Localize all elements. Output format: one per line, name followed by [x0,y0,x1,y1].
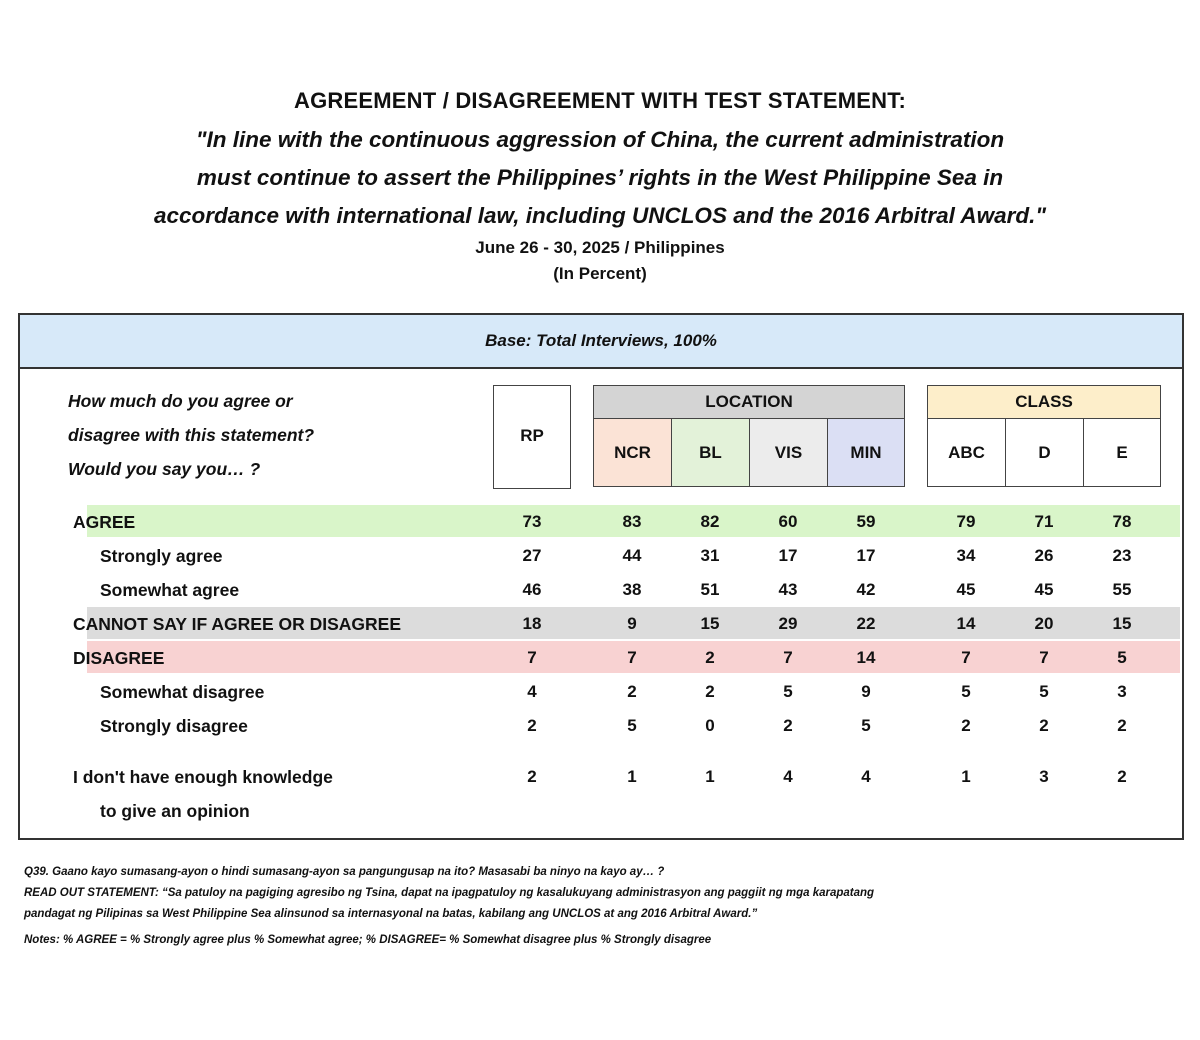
cell-vis: 29 [778,614,798,633]
cell-bl: 2 [705,682,715,701]
cell-min: 59 [856,512,876,531]
cell-bl: 2 [705,648,715,667]
results-table [18,313,1184,840]
footnote-question: Q39. Gaano kayo sumasang-ayon o hindi sumasang-ayon sa pangungusap na ito? Masasabi ba ninyo na kayo ay… ? [24,866,665,878]
cell-e: 55 [1112,580,1132,599]
row-label-agree: AGREE [73,512,136,532]
statement-line-2: must continue to assert the Philippines’ rights in the West Philippine Sea in [196,165,1004,190]
cell-d: 2 [1039,716,1049,735]
cell-min: 4 [861,767,871,786]
cell-min: 42 [856,580,876,599]
unit-label: (In Percent) [553,264,647,283]
col-header-rp-label: RP [520,426,544,445]
cell-rp: 2 [527,767,537,786]
statement-line-3: accordance with international law, including UNCLOS and the 2016 Arbitral Award." [153,203,1047,228]
cell-vis: 43 [778,580,798,599]
question-line-2: disagree with this statement? [68,425,315,445]
cell-ncr: 5 [627,716,637,735]
base-band [20,315,1182,369]
cell-vis: 7 [783,648,793,667]
row-label-somewhat-disagree: Somewhat disagree [100,682,265,702]
cell-min: 17 [856,546,876,565]
cell-d: 5 [1039,682,1049,701]
cell-e: 15 [1112,614,1132,633]
cell-bl: 51 [700,580,720,599]
col-header-d [1005,418,1084,487]
footnote-read-out-2: pandagat ng Pilipinas sa West Philippine Sea alinsunod sa internasyonal na batas, kabilang ang UNCLOS at ang 2016 Arbitral Award.” [24,908,758,920]
col-header-min-label: MIN [850,442,882,462]
row-label-somewhat-agree: Somewhat agree [100,580,240,600]
cell-bl: 15 [700,614,720,633]
col-header-vis-label: VIS [774,442,803,462]
cell-rp: 46 [522,580,542,599]
cell-rp: 73 [522,512,542,531]
col-header-bl [671,418,750,487]
cell-d: 71 [1034,512,1054,531]
cell-d: 45 [1034,580,1054,599]
col-header-vis [749,418,828,487]
cell-min: 9 [861,682,871,701]
footnote-notes: Notes: % AGREE = % Strongly agree plus % Somewhat agree; % DISAGREE= % Somewhat disagree plus % Strongly disagree [24,934,712,946]
cell-bl: 1 [705,767,715,786]
cell-d: 3 [1039,767,1049,786]
survey-date: June 26 - 30, 2025 / Philippines [475,238,725,257]
cell-rp: 2 [527,716,537,735]
cell-min: 5 [861,716,871,735]
cell-e: 5 [1117,648,1127,667]
cell-abc: 1 [961,767,971,786]
class-group-label: CLASS [1015,392,1073,411]
col-header-d-label: D [1038,442,1051,462]
col-header-e [1083,418,1161,487]
footnote-read-out-1: READ OUT STATEMENT: “Sa patuloy na pagiging agresibo ng Tsina, dapat na ipagpatuloy ng kasalukuyang administrasyon ang paggiit ng mga karapatang [24,887,875,899]
cell-e: 23 [1112,546,1132,565]
cell-ncr: 2 [627,682,637,701]
cell-abc: 2 [961,716,971,735]
cell-rp: 27 [522,546,542,565]
cell-e: 3 [1117,682,1127,701]
row-label-no-knowledge-1: I don't have enough knowledge [73,767,333,787]
cell-min: 22 [856,614,876,633]
col-header-abc-label: ABC [948,442,985,462]
cell-bl: 31 [700,546,720,565]
row-label-no-knowledge-2: to give an opinion [100,801,250,821]
cell-vis: 17 [778,546,798,565]
cell-rp: 18 [522,614,542,633]
base-label: Base: Total Interviews, 100% [485,331,717,350]
col-header-min [827,418,905,487]
question-line-3: Would you say you… ? [68,459,261,479]
cell-ncr: 38 [622,580,642,599]
location-group-label: LOCATION [705,392,793,411]
col-header-ncr [593,418,672,487]
cell-vis: 4 [783,767,793,786]
cell-abc: 34 [956,546,976,565]
cell-bl: 82 [700,512,720,531]
cell-ncr: 44 [622,546,642,565]
cell-e: 2 [1117,716,1127,735]
cell-e: 2 [1117,767,1127,786]
row-label-cannot-say: CANNOT SAY IF AGREE OR DISAGREE [73,614,402,634]
cell-abc: 7 [961,648,971,667]
cell-ncr: 9 [627,614,637,633]
cell-d: 20 [1034,614,1054,633]
cell-ncr: 1 [627,767,637,786]
cell-bl: 0 [705,716,715,735]
col-header-rp [493,385,571,489]
row-label-strongly-disagree: Strongly disagree [100,716,248,736]
cell-rp: 4 [527,682,537,701]
row-label-disagree: DISAGREE [73,648,165,668]
col-header-abc [927,418,1006,487]
cell-d: 7 [1039,648,1049,667]
cell-rp: 7 [527,648,537,667]
location-group-header [593,385,905,419]
cell-d: 26 [1034,546,1054,565]
statement-line-1: "In line with the continuous aggression of China, the current administration [195,127,1005,152]
class-group-header [927,385,1161,419]
col-header-e-label: E [1116,442,1128,462]
row-label-strongly-agree: Strongly agree [100,546,223,566]
cell-abc: 79 [956,512,976,531]
question-line-1: How much do you agree or [68,391,293,411]
col-header-bl-label: BL [699,442,722,462]
cell-min: 14 [856,648,876,667]
cell-vis: 60 [778,512,798,531]
cell-e: 78 [1112,512,1132,531]
cell-abc: 45 [956,580,976,599]
col-header-ncr-label: NCR [614,442,651,462]
chart-title: AGREEMENT / DISAGREEMENT WITH TEST STATEMENT: [294,88,906,113]
cell-abc: 5 [961,682,971,701]
cell-abc: 14 [956,614,976,633]
cell-vis: 2 [783,716,793,735]
cell-ncr: 7 [627,648,637,667]
cell-vis: 5 [783,682,793,701]
cell-ncr: 83 [622,512,642,531]
